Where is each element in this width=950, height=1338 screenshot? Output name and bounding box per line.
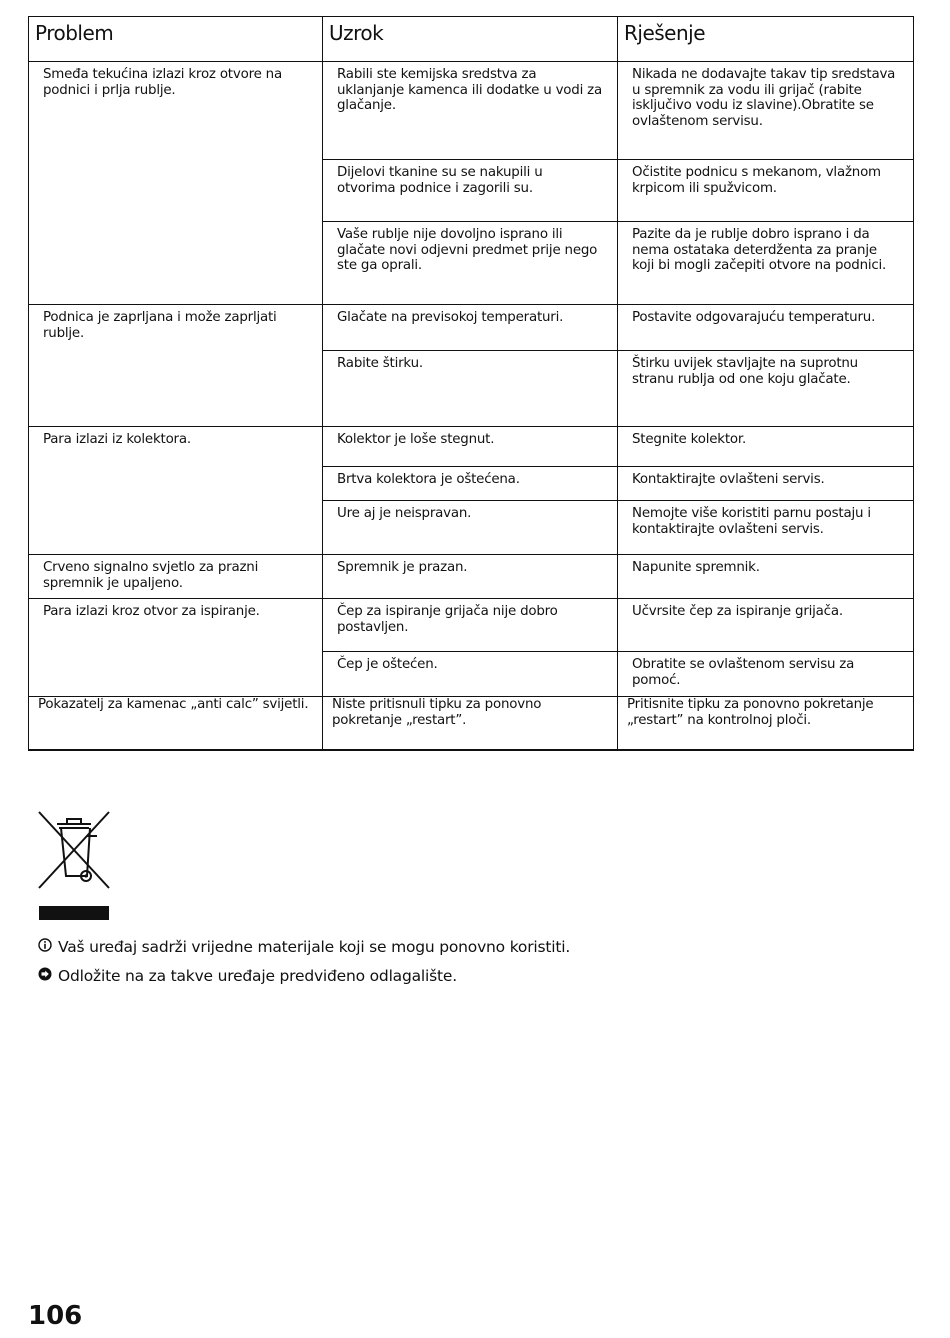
table-row bbox=[29, 555, 914, 599]
solution-cell: Očistite podnicu s mekanom, vlažnom krpicom ili spužvicom. bbox=[618, 160, 914, 222]
solution-cell: Pazite da je rublje dobro isprano i da nema ostataka deterdženta za pranje koji bi mogli začepiti otvore na podnici. bbox=[618, 222, 914, 305]
solution-cell: Pritisnite tipku za ponovno pokretanje „restart” na kontrolnoj ploči. bbox=[618, 697, 914, 750]
cause-cell: Čep za ispiranje grijača nije dobro postavljen. bbox=[323, 599, 618, 652]
cause-cell: Dijelovi tkanine su se nakupili u otvorima podnice i zagorili su. bbox=[323, 160, 618, 222]
cause-cell: Rabite štirku. bbox=[323, 351, 618, 427]
cause-cell: Kolektor je loše stegnut. bbox=[323, 427, 618, 467]
info-note bbox=[38, 938, 570, 956]
table-row bbox=[29, 599, 914, 652]
table-row bbox=[29, 62, 914, 160]
solution-cell: Nemojte više koristiti parnu postaju i kontaktirajte ovlašteni servis. bbox=[618, 501, 914, 555]
crossed-out-wheelie-bin-icon bbox=[37, 810, 111, 890]
problem-cell: Smeđa tekućina izlazi kroz otvore na podnici i prlja rublje. bbox=[29, 62, 323, 305]
troubleshooting-table bbox=[28, 16, 914, 751]
solution-cell: Štirku uvijek stavljajte na suprotnu stranu rublja od one koju glačate. bbox=[618, 351, 914, 427]
problem-cell: Para izlazi kroz otvor za ispiranje. bbox=[29, 599, 323, 697]
solution-cell: Stegnite kolektor. bbox=[618, 427, 914, 467]
solution-cell: Nikada ne dodavajte takav tip sredstava u spremnik za vodu ili grijač (rabite isključivo vodu iz slavine).Obratite se ovlaštenom servisu. bbox=[618, 62, 914, 160]
cause-cell: Spremnik je prazan. bbox=[323, 555, 618, 599]
solution-cell: Obratite se ovlaštenom servisu za pomoć. bbox=[618, 652, 914, 697]
table-row bbox=[29, 427, 914, 467]
header-problem: Problem bbox=[29, 17, 323, 62]
cause-cell: Ure aj je neispravan. bbox=[323, 501, 618, 555]
solution-cell: Postavite odgovarajuću temperaturu. bbox=[618, 305, 914, 351]
problem-cell: Para izlazi iz kolektora. bbox=[29, 427, 323, 555]
cause-cell: Rabili ste kemijska sredstva za uklanjanje kamenca ili dodatke u vodi za glačanje. bbox=[323, 62, 618, 160]
problem-cell: Podnica je zaprljana i može zaprljati rublje. bbox=[29, 305, 323, 427]
solution-cell: Napunite spremnik. bbox=[618, 555, 914, 599]
arrow-right-circle-icon bbox=[38, 967, 52, 985]
table-row bbox=[29, 305, 914, 351]
problem-cell: Crveno signalno svjetlo za prazni spremnik je upaljeno. bbox=[29, 555, 323, 599]
problem-cell: Pokazatelj za kamenac „anti calc” svijetli. bbox=[29, 697, 323, 750]
cause-cell: Brtva kolektora je oštećena. bbox=[323, 467, 618, 501]
header-cause: Uzrok bbox=[323, 17, 618, 62]
cause-cell: Niste pritisnuli tipku za ponovno pokretanje „restart”. bbox=[323, 697, 618, 750]
solution-cell: Učvrsite čep za ispiranje grijača. bbox=[618, 599, 914, 652]
solution-cell: Kontaktirajte ovlašteni servis. bbox=[618, 467, 914, 501]
cause-cell: Glačate na previsokoj temperaturi. bbox=[323, 305, 618, 351]
table-header-row bbox=[29, 17, 914, 62]
page-number: 106 bbox=[28, 1301, 83, 1331]
header-solution: Rješenje bbox=[618, 17, 914, 62]
weee-underline-bar bbox=[39, 906, 109, 920]
table-row bbox=[29, 697, 914, 750]
cause-cell: Čep je oštećen. bbox=[323, 652, 618, 697]
cause-cell: Vaše rublje nije dovoljno isprano ili glačate novi odjevni predmet prije nego ste ga oprali. bbox=[323, 222, 618, 305]
action-note bbox=[38, 967, 457, 985]
info-icon bbox=[38, 938, 52, 956]
info-text: Vaš uređaj sadrži vrijedne materijale koji se mogu ponovno koristiti. bbox=[58, 938, 571, 956]
action-text: Odložite na za takve uređaje predviđeno odlagalište. bbox=[58, 967, 457, 985]
